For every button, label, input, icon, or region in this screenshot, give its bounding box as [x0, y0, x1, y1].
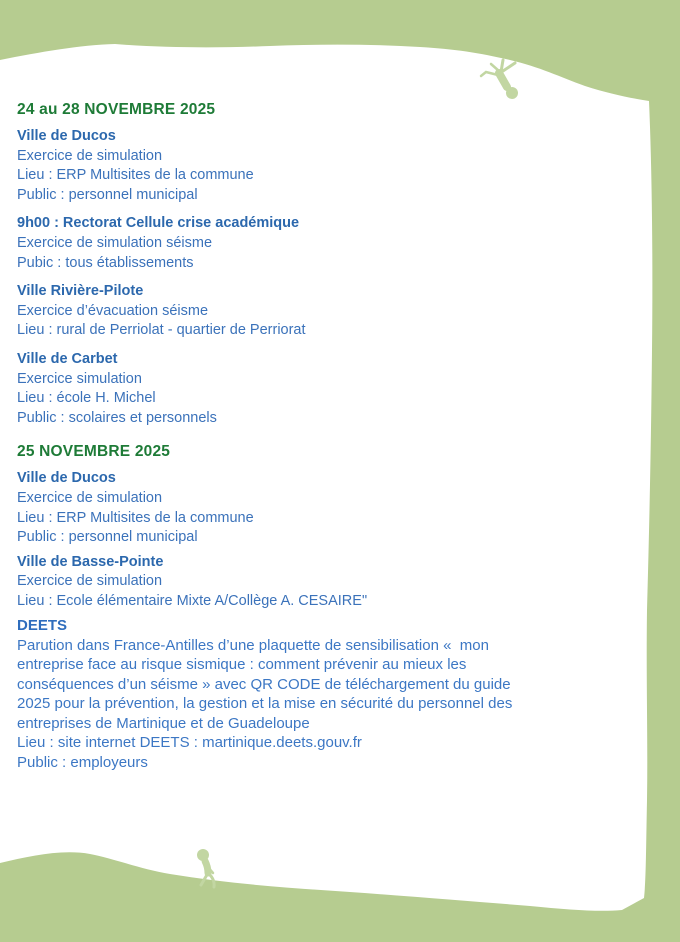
event-detail-line: Exercice de simulation — [17, 147, 163, 164]
event-detail-line: Public : scolaires et personnels — [17, 409, 217, 426]
event-detail-line: Exercice de simulation — [17, 489, 163, 506]
section-25-novembre — [17, 442, 637, 772]
event-ville-de-ducos-2 — [17, 469, 637, 547]
event-ville-de-ducos — [17, 127, 637, 205]
event-detail-line: Exercice simulation — [17, 370, 142, 387]
event-ville-de-carbet — [17, 350, 637, 428]
event-detail-line: Exercice de simulation — [17, 573, 163, 590]
event-detail-line: Exercice d’évacuation séisme — [17, 302, 209, 319]
event-title: 9h00 : Rectorat Cellule crise académique — [17, 215, 300, 232]
event-title: Ville de Ducos — [17, 128, 116, 144]
event-title: Ville de Basse-Pointe — [17, 553, 164, 570]
deets-description-line: 2025 pour la prévention, la gestion et la mise en sécurité du personnel des — [17, 695, 513, 713]
agenda-content — [17, 100, 637, 777]
deets-website-line: Lieu : site internet DEETS : martinique.deets.gouv.fr — [17, 734, 362, 752]
event-detail-line: Exercice de simulation séisme — [17, 234, 213, 251]
deets-description-line: Parution dans France-Antilles d’une plaquette de sensibilisation « mon — [17, 637, 489, 655]
event-detail-line: Pubic : tous établissements — [17, 254, 194, 271]
event-detail-line: Lieu : ERP Multisites de la commune — [17, 167, 254, 184]
event-basse-pointe — [17, 553, 637, 612]
event-detail-line: Public : personnel municipal — [17, 529, 198, 546]
event-title: Ville de Ducos — [17, 470, 116, 487]
event-detail-line: Public : personnel municipal — [17, 186, 198, 203]
event-detail-line: Lieu : rural de Perriolat - quartier de Perriorat — [17, 322, 306, 339]
section-heading: 25 NOVEMBRE 2025 — [17, 443, 171, 461]
deets-description-line: conséquences d’un séisme » avec QR CODE de téléchargement du guide — [17, 675, 511, 693]
event-detail-line: Public : employeurs — [17, 753, 148, 771]
event-riviere-pilote — [17, 282, 637, 341]
deets-description-line: entreprise face au risque sismique : comment prévenir au mieux les — [17, 656, 467, 674]
event-title: DEETS — [17, 617, 68, 635]
event-title: Ville Rivière-Pilote — [17, 283, 144, 300]
event-detail-line: Lieu : ERP Multisites de la commune — [17, 509, 254, 526]
section-heading: 24 au 28 NOVEMBRE 2025 — [17, 101, 216, 118]
event-title: Ville de Carbet — [17, 350, 118, 367]
deets-description-line: entreprises de Martinique et de Guadeloupe — [17, 714, 310, 732]
event-deets — [17, 616, 637, 771]
event-rectorat — [17, 214, 637, 273]
event-detail-line: Lieu : Ecole élémentaire Mixte A/Collège A. CESAIRE" — [17, 592, 368, 609]
event-detail-line: Lieu : école H. Michel — [17, 390, 156, 407]
section-24-28-novembre — [17, 100, 637, 428]
